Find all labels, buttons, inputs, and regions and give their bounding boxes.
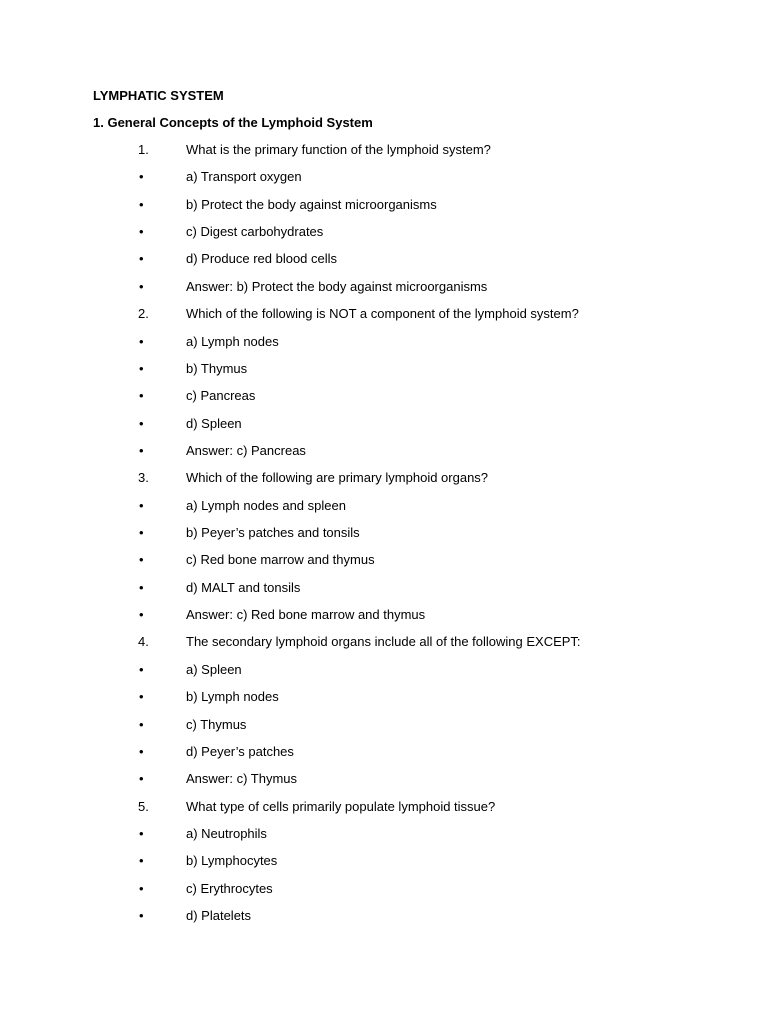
bullet-marker: •: [139, 388, 144, 404]
list-item-text: a) Spleen: [186, 661, 242, 677]
list-item: [0, 223, 768, 250]
list-item-text: Answer: c) Thymus: [186, 771, 298, 787]
bullet-marker: •: [139, 497, 144, 513]
list-item: [0, 716, 768, 743]
list-item: [0, 907, 768, 934]
bullet-marker: •: [139, 251, 144, 267]
list-item: [0, 852, 768, 879]
bullet-marker: •: [139, 442, 144, 458]
list-item: [0, 524, 768, 551]
question-item: [0, 305, 768, 332]
bullet-marker: •: [139, 880, 144, 896]
question-item: [0, 141, 768, 168]
list-item: [0, 743, 768, 770]
question-text: Which of the following are primary lymphoid organs?: [186, 470, 489, 486]
list-item: [0, 360, 768, 387]
question-number: 3.: [138, 470, 149, 486]
list-item-text: d) MALT and tonsils: [186, 579, 301, 595]
list-item-text: d) Spleen: [186, 415, 242, 431]
list-item-text: Answer: c) Red bone marrow and thymus: [186, 607, 426, 623]
list-item: [0, 278, 768, 305]
list-item: [0, 415, 768, 442]
bullet-marker: •: [139, 607, 144, 623]
list-item: [0, 606, 768, 633]
list-item-text: d) Platelets: [186, 908, 252, 924]
bullet-marker: •: [139, 853, 144, 869]
bullet-marker: •: [139, 908, 144, 924]
question-list: [0, 141, 768, 934]
bullet-marker: •: [139, 743, 144, 759]
list-item: [0, 551, 768, 578]
bullet-marker: •: [139, 771, 144, 787]
list-item-text: Answer: b) Protect the body against microorganisms: [186, 278, 488, 294]
question-text: What type of cells primarily populate lymphoid tissue?: [186, 798, 496, 814]
question-text: The secondary lymphoid organs include all of the following EXCEPT:: [186, 634, 581, 650]
list-item: [0, 825, 768, 852]
list-item: [0, 770, 768, 797]
list-item-text: b) Protect the body against microorganisms: [186, 196, 437, 212]
list-item-text: b) Lymphocytes: [186, 853, 278, 869]
list-item-text: c) Red bone marrow and thymus: [186, 552, 375, 568]
bullet-marker: •: [139, 415, 144, 431]
list-item-text: Answer: c) Pancreas: [186, 442, 306, 458]
list-item-text: c) Pancreas: [186, 388, 256, 404]
bullet-marker: •: [139, 333, 144, 349]
bullet-marker: •: [139, 196, 144, 212]
list-item-text: c) Erythrocytes: [186, 880, 273, 896]
list-item-text: a) Lymph nodes and spleen: [186, 497, 346, 513]
question-number: 5.: [138, 798, 149, 814]
list-item: [0, 688, 768, 715]
bullet-marker: •: [139, 825, 144, 841]
list-item: [0, 579, 768, 606]
bullet-marker: •: [139, 579, 144, 595]
list-item: [0, 196, 768, 223]
question-number: 2.: [138, 306, 149, 322]
list-item-text: a) Neutrophils: [186, 825, 267, 841]
list-item: [0, 497, 768, 524]
list-item-text: c) Digest carbohydrates: [186, 224, 324, 240]
bullet-marker: •: [139, 661, 144, 677]
question-number: 1.: [138, 142, 149, 157]
list-item-text: b) Lymph nodes: [186, 689, 279, 705]
question-item: [0, 798, 768, 825]
bullet-marker: •: [139, 525, 144, 541]
list-item-text: b) Thymus: [186, 360, 248, 376]
list-item-text: a) Transport oxygen: [186, 169, 302, 185]
bullet-marker: •: [139, 278, 144, 294]
bullet-marker: •: [139, 552, 144, 568]
question-item: [0, 633, 768, 660]
bullet-marker: •: [139, 169, 144, 185]
question-text: What is the primary function of the lymphoid system?: [186, 142, 491, 157]
list-item: [0, 387, 768, 414]
question-text: Which of the following is NOT a component of the lymphoid system?: [186, 306, 579, 322]
question-number: 4.: [138, 634, 149, 650]
list-item-text: d) Peyer’s patches: [186, 743, 294, 759]
list-item: [0, 168, 768, 195]
list-item-text: d) Produce red blood cells: [186, 251, 338, 267]
list-item: [0, 661, 768, 688]
list-item-text: c) Thymus: [186, 716, 247, 732]
question-item: [0, 469, 768, 496]
list-item: [0, 442, 768, 469]
list-item: [0, 880, 768, 907]
list-item-text: b) Peyer’s patches and tonsils: [186, 525, 360, 541]
list-item: [0, 250, 768, 277]
section-heading: 1. General Concepts of the Lymphoid System: [93, 115, 373, 130]
bullet-marker: •: [139, 224, 144, 240]
document-title: LYMPHATIC SYSTEM: [93, 88, 224, 103]
list-item-text: a) Lymph nodes: [186, 333, 279, 349]
bullet-marker: •: [139, 360, 144, 376]
bullet-marker: •: [139, 689, 144, 705]
list-item: [0, 333, 768, 360]
bullet-marker: •: [139, 716, 144, 732]
